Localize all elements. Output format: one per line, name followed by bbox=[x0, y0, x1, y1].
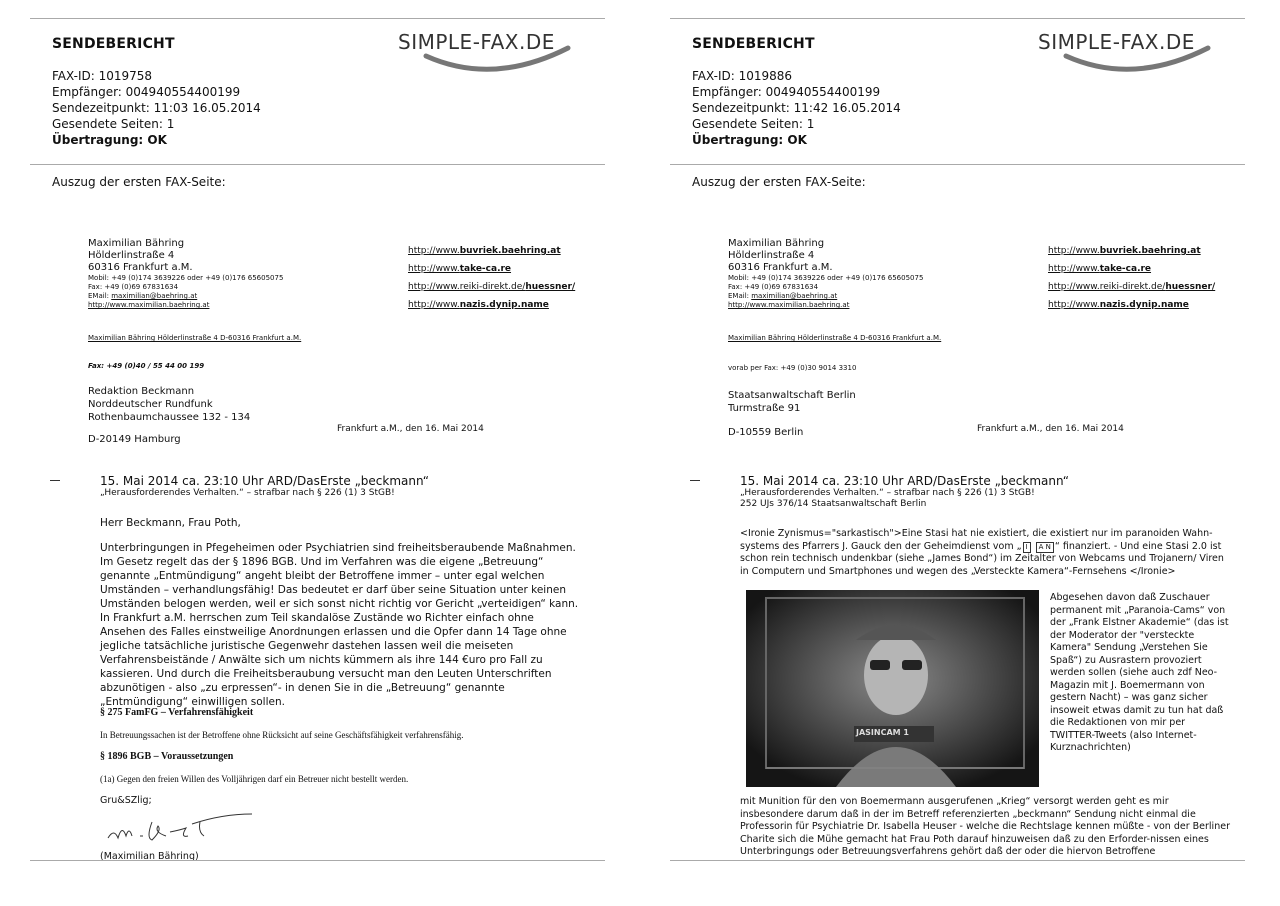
badge-box: A N bbox=[1036, 542, 1054, 553]
subject-line: 15. Mai 2014 ca. 23:10 Uhr ARD/DasErste „beckmann“ bbox=[740, 474, 1069, 488]
sender-block bbox=[88, 238, 283, 310]
law-title: § 1896 BGB – Voraussetzungen bbox=[100, 751, 234, 762]
sender-name: Maximilian Bähring bbox=[728, 238, 825, 249]
link-prefix: http://www. bbox=[408, 246, 460, 256]
fax-report-right bbox=[670, 0, 1245, 906]
sender-city: 60316 Frankfurt a.M. bbox=[88, 262, 193, 273]
sender-web-link[interactable]: http://www.maximilian.baehring.at bbox=[88, 301, 210, 309]
divider bbox=[670, 164, 1245, 165]
link-item[interactable] bbox=[1048, 278, 1215, 296]
vorab-fax-line: vorab per Fax: +49 (0)30 9014 3310 bbox=[728, 364, 857, 372]
sender-block bbox=[728, 238, 923, 310]
divider bbox=[670, 18, 1245, 19]
link-item[interactable] bbox=[408, 296, 575, 314]
recipient-line: Norddeutscher Rundfunk bbox=[88, 399, 213, 410]
recipient-line: Turmstraße 91 bbox=[728, 403, 801, 414]
return-address: Maximilian Bähring Hölderlinstraße 4 D-60316 Frankfurt a.M. bbox=[88, 334, 302, 342]
salutation: Herr Beckmann, Frau Poth, bbox=[100, 517, 241, 529]
divider bbox=[30, 18, 605, 19]
return-address: Maximilian Bähring Hölderlinstraße 4 D-60316 Frankfurt a.M. bbox=[728, 334, 942, 342]
logo-text: SIMPLE-FAX.DE bbox=[1038, 30, 1195, 54]
sender-mobile: Mobil: +49 (0)174 3639226 oder +49 (0)176 65605075 bbox=[728, 274, 924, 282]
ironie-close-tag: </Ironie> bbox=[1129, 565, 1176, 577]
divider bbox=[30, 164, 605, 165]
link-prefix: http://www. bbox=[1048, 300, 1100, 310]
signature-icon bbox=[100, 810, 260, 850]
link-prefix: http://www. bbox=[1048, 246, 1100, 256]
link-item[interactable] bbox=[408, 260, 575, 278]
recipient-number: Empfänger: 004940554400199 bbox=[52, 85, 241, 99]
sender-mobile: Mobil: +49 (0)174 3639226 oder +49 (0)176 65605075 bbox=[88, 274, 284, 282]
logo-text: SIMPLE-FAX.DE bbox=[398, 30, 555, 54]
fax-id: FAX-ID: 1019886 bbox=[692, 69, 793, 83]
link-bold: huessner/ bbox=[1165, 282, 1216, 292]
link-bold: huessner/ bbox=[525, 282, 576, 292]
link-list bbox=[408, 242, 575, 314]
subject-block bbox=[100, 474, 429, 499]
sender-fax: Fax: +49 (0)69 67831634 bbox=[728, 283, 819, 291]
link-prefix: http://www. bbox=[408, 300, 460, 310]
link-prefix: http://www.reiki-direkt.de/ bbox=[1048, 282, 1166, 292]
subject-block bbox=[740, 474, 1069, 510]
link-item[interactable] bbox=[1048, 242, 1215, 260]
simple-fax-logo bbox=[398, 26, 598, 76]
subject-line: 15. Mai 2014 ca. 23:10 Uhr ARD/DasErste „beckmann“ bbox=[100, 474, 429, 488]
fax-id: FAX-ID: 1019758 bbox=[52, 69, 153, 83]
sender-email-link[interactable]: maximilian@baehring.at bbox=[111, 292, 198, 300]
closing: Gru&SZlig; bbox=[100, 795, 152, 806]
transmission-status: Übertragung: OK bbox=[692, 133, 807, 147]
webcam-photo bbox=[746, 590, 1039, 787]
recipient-city: D-10559 Berlin bbox=[728, 427, 804, 438]
link-prefix: http://www. bbox=[408, 264, 460, 274]
fold-mark bbox=[50, 480, 60, 481]
law-citations bbox=[100, 706, 580, 786]
divider bbox=[670, 860, 1245, 861]
pages-sent: Gesendete Seiten: 1 bbox=[52, 117, 175, 131]
link-bold: nazis.dynip.name bbox=[459, 300, 549, 310]
sender-fax: Fax: +49 (0)69 67831634 bbox=[88, 283, 179, 291]
sender-name: Maximilian Bähring bbox=[88, 238, 185, 249]
case-number: 252 UJs 376/14 Staatsanwaltschaft Berlin bbox=[740, 499, 927, 509]
badge-box: I bbox=[1023, 542, 1031, 553]
send-time: Sendezeitpunkt: 11:03 16.05.2014 bbox=[52, 101, 261, 115]
webcam-photo-image bbox=[746, 590, 1039, 787]
link-bold: take-ca.re bbox=[1099, 264, 1152, 274]
pages-sent: Gesendete Seiten: 1 bbox=[692, 117, 815, 131]
continuation-text: mit Munition für den von Boemermann ausgerufenen „Krieg“ versorgt werden geht es mir insbesondere darum daß in der im Betreff referenzierten „beckmann“ Sendung nicht einmal die Professorin für Psychiatrie Dr. Isabella Heuser - welche die Rechtslage kennen müßte - von der Berliner Charite sich die Mühe gemacht hat Frau Poth darauf hinzuweisen daß zu den Erforder-nissen eines Unterbringungs oder Betreuungsverfahrens gehört daß der oder die hiervon Betroffene bbox=[740, 796, 1230, 857]
body-paragraph: Unterbringungen in Pfegeheimen oder Psychiatrien sind freiheitsberaubende Maßnahmen. Im Gesetz regelt das der § 1896 BGB. Und im Verfahren was die eigene „Betreuung“ genannte „Entmündigung“ angeht bleibt der Betroffene immer – unter egal welchen Umständen – verhandlungsfähig! Das bedeutet er darf über seine Situation unter keinen Umständen belogen werden, weil er sich sonst nicht richtig vor Gericht „verteidigen“ kann. In Frankfurt a.M. herrschen zum Teil skandalöse Zustände wo Richter einfach ohne Ansehen des Falles einstweilige Anordnungen erlassen und die Opfer dann 14 Tage ohne jegliche tatsächliche juristische Gegenwehr dastehen lassen weil die meiseten Verfahrensbeistände / Anwälte sich um nichts kümmern als ihre 144 €uro pro Fall zu kassieren. Und durch die Freiheitsberaubung versucht man den Leuten Unterschriften abzunötigen - also „zu erpressen“- in denen Sie in die „Betreuung“ genannte „Entmündigung“ einwilligen sollen. bbox=[100, 542, 579, 708]
recipient-line: Redaktion Beckmann bbox=[88, 386, 195, 397]
law-title: § 275 FamFG – Verfahrensfähigkeit bbox=[100, 707, 254, 718]
link-list bbox=[1048, 242, 1215, 314]
side-text: Abgesehen davon daß Zuschauer permanent mit „Paranoia-Cams“ von der „Frank Elstner Akademie“ (das ist der Moderator der "versteckte Kamera" Sendung „Verstehen Sie Spaß“) zu Ausrastern provoziert werden sollen (siehe auch zdf Neo-Magazin mit J. Boemermann von gestern Nacht) – was ganz sicher insoweit etwas damit zu tun hat daß die Redaktionen von mir per TWITTER-Tweets (also Internet-Kurznachrichten) bbox=[1050, 592, 1229, 753]
excerpt-label: Auszug der ersten FAX-Seite: bbox=[52, 175, 226, 189]
email-label: EMail: bbox=[728, 292, 752, 300]
link-item[interactable] bbox=[408, 278, 575, 296]
ironie-text: Eine Stasi hat nie existiert, die existiert nur im paranoiden Wahn-systems des Pfarrers J. Gauck den der Geheimdienst vom „ bbox=[740, 528, 1213, 552]
law-text: (1a) Gegen den freien Willen des Volljährigen darf ein Betreuer nicht bestellt werden. bbox=[100, 774, 409, 784]
report-title: SENDEBERICHT bbox=[692, 36, 815, 52]
report-meta bbox=[52, 68, 261, 148]
sender-web-link[interactable]: http://www.maximilian.baehring.at bbox=[728, 301, 850, 309]
link-bold: nazis.dynip.name bbox=[1099, 300, 1189, 310]
subject-subline: „Herausforderendes Verhalten.“ – strafbar nach § 226 (1) 3 StGB! bbox=[740, 488, 1035, 498]
law-text: In Betreuungssachen ist der Betroffene ohne Rücksicht auf seine Geschäftsfähigkeit verfahrensfähig. bbox=[100, 730, 464, 740]
link-prefix: http://www. bbox=[1048, 264, 1100, 274]
sender-email-line bbox=[728, 292, 923, 301]
recipient-city: D-20149 Hamburg bbox=[88, 434, 181, 445]
sender-email-link[interactable]: maximilian@baehring.at bbox=[751, 292, 838, 300]
link-item[interactable] bbox=[408, 242, 575, 260]
report-title: SENDEBERICHT bbox=[52, 36, 175, 52]
report-meta bbox=[692, 68, 901, 148]
recipient-line: Staatsanwaltschaft Berlin bbox=[728, 390, 856, 401]
sender-email-line bbox=[88, 292, 283, 301]
link-bold: buvriek.baehring.at bbox=[459, 246, 561, 256]
fax-report-left bbox=[30, 0, 605, 906]
fax-line: Fax: +49 (0)40 / 55 44 00 199 bbox=[88, 362, 205, 370]
letter-date: Frankfurt a.M., den 16. Mai 2014 bbox=[977, 424, 1124, 434]
letter-date: Frankfurt a.M., den 16. Mai 2014 bbox=[337, 424, 484, 434]
excerpt-label: Auszug der ersten FAX-Seite: bbox=[692, 175, 866, 189]
ironie-text: “ finanziert. - Und eine Stasi 2.0 ist schon rein technisch undenkbar (siehe „James Bond“) im Zeitalter von Webcams und Trojanern/ Viren in Computern und Smartphones und wegen des „Versteckte Kamera“-Fernsehens bbox=[740, 540, 1224, 577]
link-bold: buvriek.baehring.at bbox=[1099, 246, 1201, 256]
link-item[interactable] bbox=[1048, 296, 1215, 314]
link-item[interactable] bbox=[1048, 260, 1215, 278]
recipient-address bbox=[728, 389, 856, 439]
link-prefix: http://www.reiki-direkt.de/ bbox=[408, 282, 526, 292]
signature-name: (Maximilian Bähring) bbox=[100, 851, 199, 862]
fold-mark bbox=[690, 480, 700, 481]
ironie-paragraph bbox=[740, 528, 1230, 578]
simple-fax-logo bbox=[1038, 26, 1238, 76]
link-bold: take-ca.re bbox=[459, 264, 512, 274]
ironie-open-tag: <Ironie Zynismus="sarkastisch"> bbox=[740, 528, 902, 539]
send-time: Sendezeitpunkt: 11:42 16.05.2014 bbox=[692, 101, 901, 115]
sender-street: Hölderlinstraße 4 bbox=[88, 250, 175, 261]
sender-city: 60316 Frankfurt a.M. bbox=[728, 262, 833, 273]
subject-subline: „Herausforderendes Verhalten.“ – strafbar nach § 226 (1) 3 StGB! bbox=[100, 488, 395, 498]
transmission-status: Übertragung: OK bbox=[52, 133, 167, 147]
recipient-number: Empfänger: 004940554400199 bbox=[692, 85, 881, 99]
photo-banner: JASINCAM 1 bbox=[856, 728, 909, 737]
recipient-line: Rothenbaumchaussee 132 - 134 bbox=[88, 412, 251, 423]
sender-street: Hölderlinstraße 4 bbox=[728, 250, 815, 261]
recipient-address bbox=[88, 385, 250, 446]
divider bbox=[30, 860, 605, 861]
email-label: EMail: bbox=[88, 292, 112, 300]
